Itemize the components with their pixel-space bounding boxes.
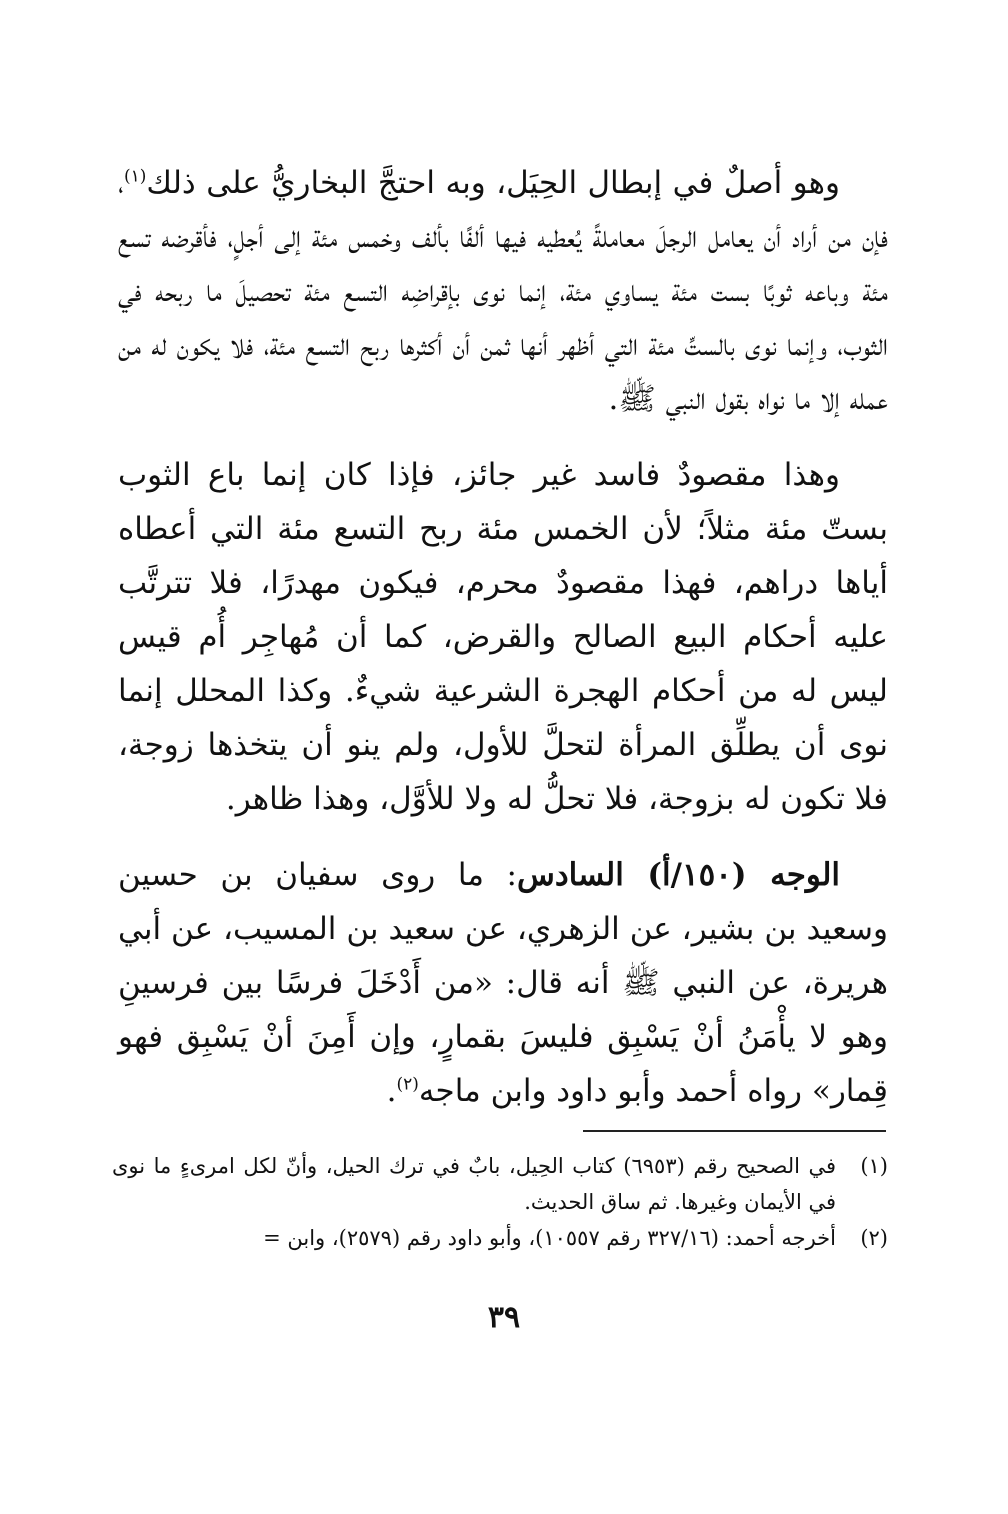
paragraph-3-end: . xyxy=(386,1073,397,1109)
paragraph-1-continuation: ، فإن من أراد أن يعامل الرجلَ معاملةً يُعطيه فيها ألفًا بألف وخمس مئة إلى أجلٍ، فأقرضه تسع مئة وباعه ثوبًا بست مئة يساوي مئة، إنما نوى بإقراضِه التسع مئة تحصيلَ ما ربحه في الثوب، وإنما نوى بالستِّ مئة التي أظهر أنها ثمن أن أكثرها ربح التسع مئة، فلا يكون له من عمله إلا ما نواه بقول النبي ﷺ. xyxy=(118,165,888,417)
paragraph-2 xyxy=(118,448,888,826)
paragraph-1-text: وهو أصلٌ في إبطال الحِيَل، وبه احتجَّ البخاريُّ على ذلك xyxy=(146,165,840,201)
section-heading-sixth: الوجه (١٥٠/أ) السادس xyxy=(517,857,840,893)
footnote-ref-1[interactable]: (١) xyxy=(123,166,147,187)
paragraph-1 xyxy=(118,156,888,426)
footnote-ref-2[interactable]: (٢) xyxy=(396,1074,419,1095)
footnote-1-number: (١) xyxy=(860,1154,888,1178)
footnote-2-text: أخرجه أحمد: (٣٢٧/١٦ رقم ١٠٥٥٧)، وأبو داود رقم (٢٥٧٩)، وابن = xyxy=(263,1226,836,1250)
page-number: ٣٩ xyxy=(487,1300,521,1335)
paragraph-3 xyxy=(118,848,888,1118)
main-text xyxy=(118,156,888,1118)
paragraph-3-text: : ما روى سفيان بن حسين وسعيد بن بشير، عن الزهري، عن سعيد بن المسيب، عن أبي هريرة، عن النبي ﷺ أنه قال: «من أَدْخَلَ فرسًا بين فرسينِ وهو لا يأْمَنُ أنْ يَسْبِق فليسَ بقمارٍ، وإن أَمِنَ أنْ يَسْبِق فهو قِمار» رواه أحمد وأبو داود وابن ماجه xyxy=(118,857,888,1109)
footnotes xyxy=(112,1148,888,1256)
paragraph-2-text: وهذا مقصودٌ فاسد غير جائز، فإذا كان إنما باع الثوب بستّ مئة مثلاً؛ لأن الخمس مئة ربح التسع مئة التي أعطاه أياها دراهم، فهذا مقصودٌ محرم، فيكون مهدرًا، فلا تترتَّب عليه أحكام البيع الصالح والقرض، كما أن مُهاجِر أُم قيس ليس له من أحكام الهجرة الشرعية شيءٌ. وكذا المحلل إنما نوى أن يطلِّق المرأة لتحلَّ للأول، ولم ينو أن يتخذها زوجة، فلا تكون له بزوجة، فلا تحلُّ له ولا للأوَّل، وهذا ظاهر. xyxy=(118,457,888,817)
footnote-separator xyxy=(583,1130,886,1132)
footnote-1 xyxy=(112,1148,888,1220)
footnote-2-number: (٢) xyxy=(860,1226,888,1250)
footnote-2 xyxy=(112,1220,888,1256)
footnote-1-text: في الصحيح رقم (٦٩٥٣) كتاب الحِيل، بابٌ في ترك الحيل، وأنّ لكل امرىءٍ ما نوى في الأيمان وغيرها. ثم ساق الحديث. xyxy=(112,1154,836,1214)
